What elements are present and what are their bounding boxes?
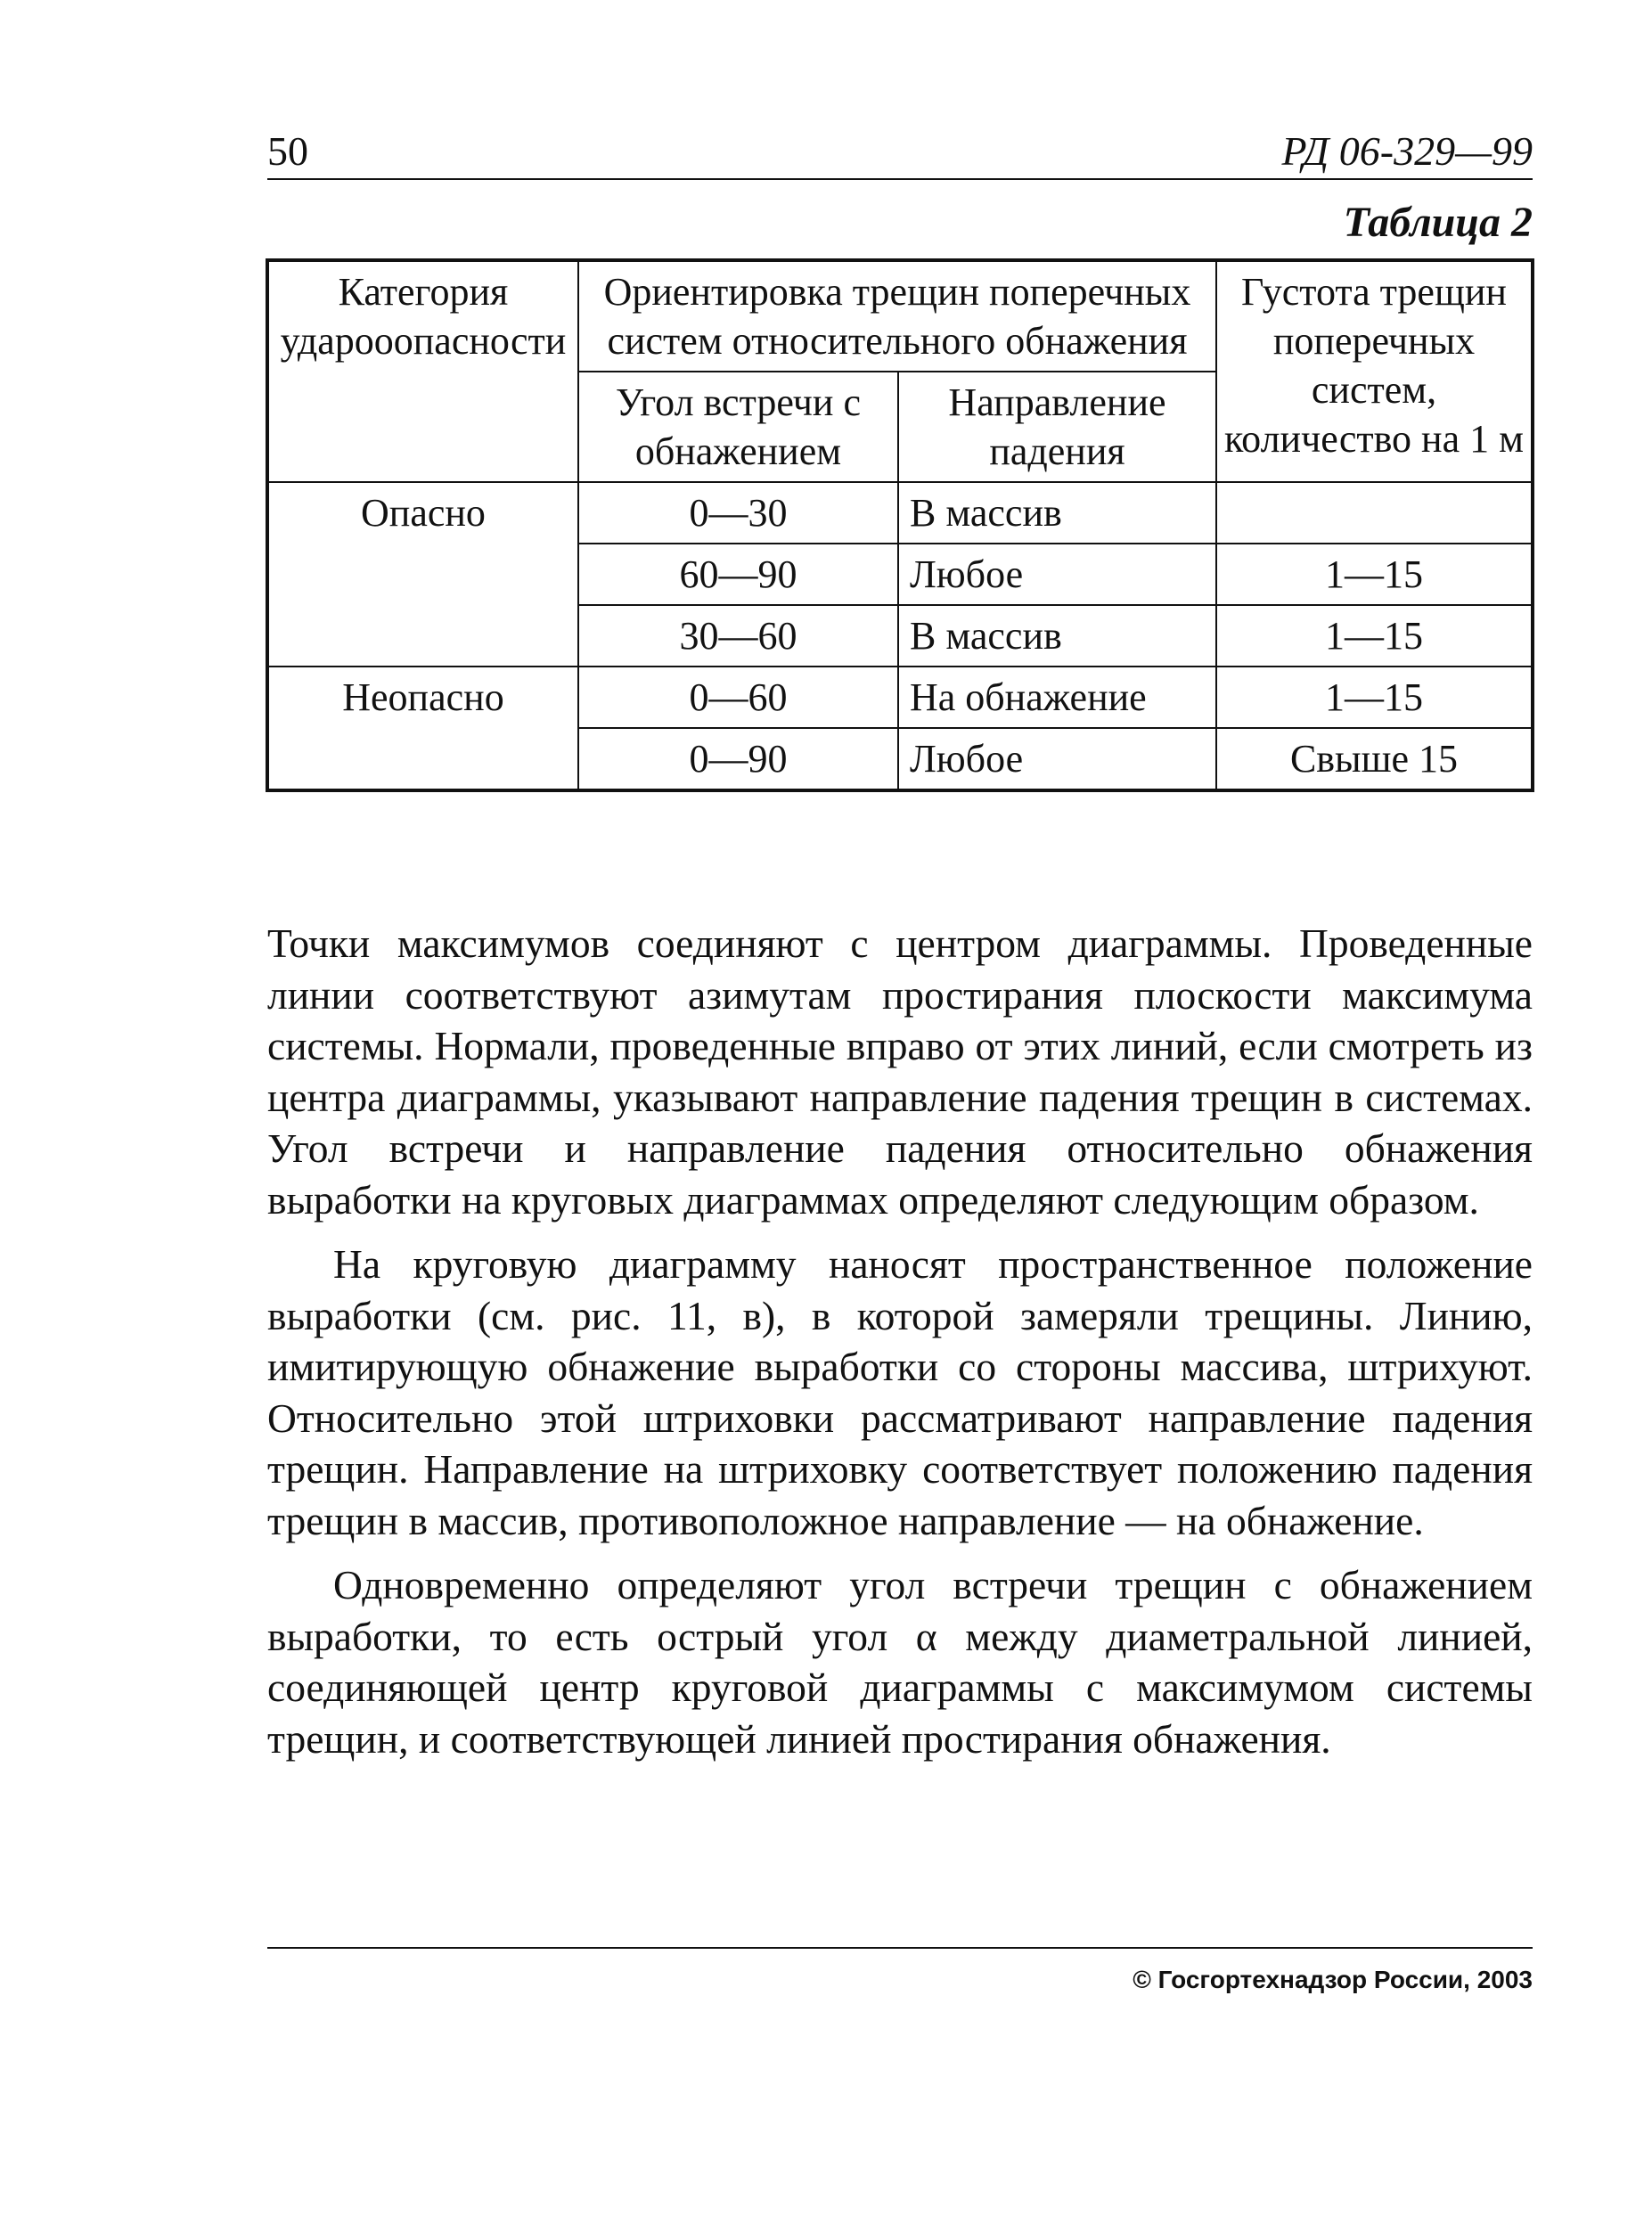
cell-category (267, 728, 578, 790)
cell-direction: На обнажение (898, 667, 1216, 728)
copyright-notice: © Госгортехнадзор России, 2003 (1133, 1966, 1533, 1993)
header-orientation: Ориентировка трещин поперечных систем относительного обнажения (578, 260, 1216, 372)
page-header (267, 125, 1533, 180)
cell-direction: В массив (898, 605, 1216, 667)
cell-angle: 0—60 (578, 667, 898, 728)
table-row (267, 482, 1533, 544)
cell-category: Неопасно (267, 667, 578, 728)
cell-density: 1—15 (1216, 605, 1533, 667)
table-header-row (267, 260, 1533, 372)
header-category: Категория ударооопасности (267, 260, 578, 482)
cell-direction: Любое (898, 728, 1216, 790)
cell-density: 1—15 (1216, 667, 1533, 728)
cell-density: Свыше 15 (1216, 728, 1533, 790)
cell-angle: 0—90 (578, 728, 898, 790)
cell-category: Опасно (267, 482, 578, 544)
cell-direction: В массив (898, 482, 1216, 544)
table-caption: Таблица 2 (1343, 199, 1533, 246)
cell-direction: Любое (898, 544, 1216, 605)
cell-angle: 60—90 (578, 544, 898, 605)
table-row (267, 728, 1533, 790)
cell-density: 1—15 (1216, 544, 1533, 605)
table-row (267, 605, 1533, 667)
footer-divider (267, 1947, 1533, 1949)
body-text (267, 918, 1533, 1778)
cell-angle: 0—30 (578, 482, 898, 544)
header-direction: Направление падения (898, 372, 1216, 482)
cell-angle: 30—60 (578, 605, 898, 667)
page-number: 50 (267, 128, 308, 174)
hazard-category-table (266, 258, 1534, 792)
table-row (267, 544, 1533, 605)
document-code: РД 06-329—99 (1281, 128, 1533, 174)
cell-category (267, 544, 578, 605)
table-row (267, 667, 1533, 728)
paragraph: На круговую диаграмму наносят пространственное положение выработки (см. рис. 11, в), в которой замеряли трещины. Линию, имитирующую обнажение выработки со стороны массива, штрихуют. Относительно этой штриховки рассматривают направление падения трещин. Направление на штриховку соответствует положению падения трещин в массив, противоположное направление — на обнажение. (267, 1241, 1533, 1543)
cell-category (267, 605, 578, 667)
cell-density (1216, 482, 1533, 544)
header-density: Густота трещин поперечных систем, количество на 1 м (1216, 260, 1533, 482)
paragraph: Одновременно определяют угол встречи трещин с обнажением выработки, то есть острый угол α между диаметральной линией, соединяющей центр круговой диаграммы с максимумом системы трещин, и соответствующей линией простирания обнажения. (267, 1562, 1533, 1762)
paragraph: Точки максимумов соединяют с центром диаграммы. Проведенные линии соответствуют азимутам простирания плоскости максимума системы. Нормали, проведенные вправо от этих линий, если смотреть из центра диаграммы, указывают направление падения трещин в системах. Угол встречи и направление падения относительно обнажения выработки на круговых диаграммах определяют следующим образом. (267, 920, 1533, 1223)
header-angle: Угол встречи с обнажением (578, 372, 898, 482)
